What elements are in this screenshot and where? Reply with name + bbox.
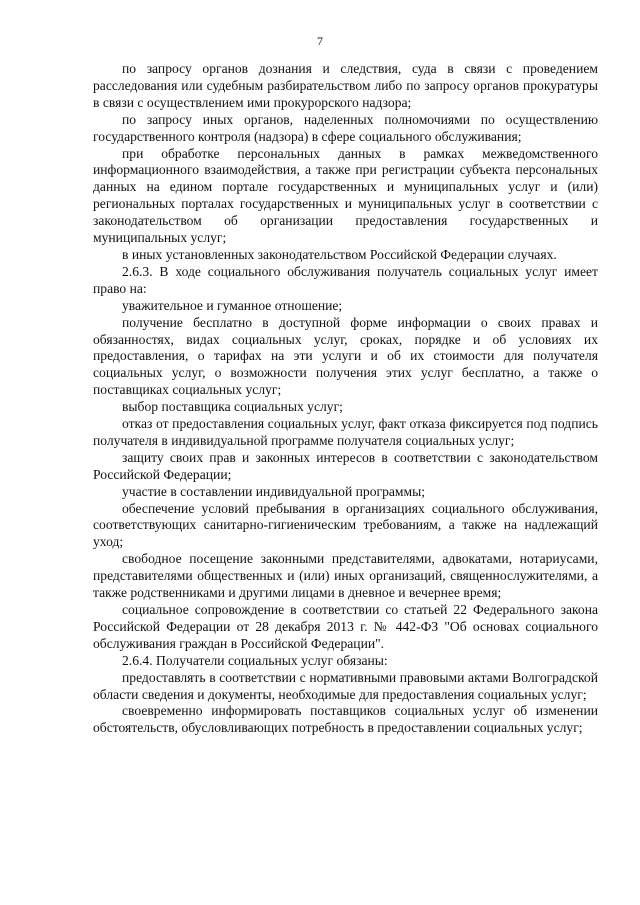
paragraph: участие в составлении индивидуальной программы;	[122, 483, 426, 499]
section-heading-2-6-3: 2.6.3. В ходе социального обслуживания получатель социальных услуг имеет право на:	[93, 263, 598, 296]
paragraph: свободное посещение законными представителями, адвокатами, нотариусами, представителями общественных и (или) иных организаций, священнослужителями, а также родственниками и другими лицами в дневное и вечернее время;	[93, 551, 598, 601]
paragraph: выбор поставщика социальных услуг;	[122, 399, 343, 415]
paragraph: обеспечение условий пребывания в организациях социального обслуживания, соответствующих санитарно-гигиеническим требованиям, а также на надлежащий уход;	[93, 500, 598, 550]
paragraph: отказ от предоставления социальных услуг, факт отказа фиксируется под подпись получателя в индивидуальной программе получателя социальных услуг;	[93, 416, 598, 448]
paragraph: социальное сопровождение в соответствии со статьей 22 Федерального закона Российской Федерации от 28 декабря 2013 г. № 442-ФЗ "Об основах социального обслуживания граждан в Российской Федерации".	[93, 602, 598, 651]
paragraph: в иных установленных законодательством Российской Федерации случаях.	[122, 246, 557, 262]
paragraph: при обработке персональных данных в рамках межведомственного информационного взаимодействия, а также при регистрации субъекта персональных данных на едином портале государственных и муниципальных услуг и (или) региональных порталах государственных и муниципальных услуг в соответствии с законодательством об организации предоставления государственных и муниципальных услуг;	[93, 145, 598, 246]
paragraph: уважительное и гуманное отношение;	[122, 297, 343, 313]
paragraph: получение бесплатно в доступной форме информации о своих правах и обязанностях, видах социальных услуг, сроках, порядке и об условиях их предоставления, о тарифах на эти услуги и об их стоимости для получателя социальных услуг, о возможности получения этих услуг бесплатно, а также о поставщиках социальных услуг;	[93, 314, 598, 398]
document-body	[93, 61, 598, 737]
paragraph: предоставлять в соответствии с нормативными правовыми актами Волгоградской области сведения и документы, необходимые для предоставления социальных услуг;	[93, 669, 598, 702]
paragraph: защиту своих прав и законных интересов в соответствии с законодательством Российской Федерации;	[93, 449, 598, 482]
section-heading-2-6-4: 2.6.4. Получатели социальных услуг обязаны:	[122, 652, 388, 668]
page-number: 7	[317, 34, 323, 48]
paragraph: по запросу органов дознания и следствия, суда в связи с проведением расследования или судебным разбирательством либо по запросу органов прокуратуры в связи с осуществлением ими прокурорского надзора;	[93, 61, 598, 110]
paragraph: по запросу иных органов, наделенных полномочиями по осуществлению государственного контроля (надзора) в сфере социального обслуживания;	[93, 111, 598, 144]
paragraph: своевременно информировать поставщиков социальных услуг об изменении обстоятельств, обусловливающих потребность в предоставлении социальных услуг;	[93, 703, 598, 736]
